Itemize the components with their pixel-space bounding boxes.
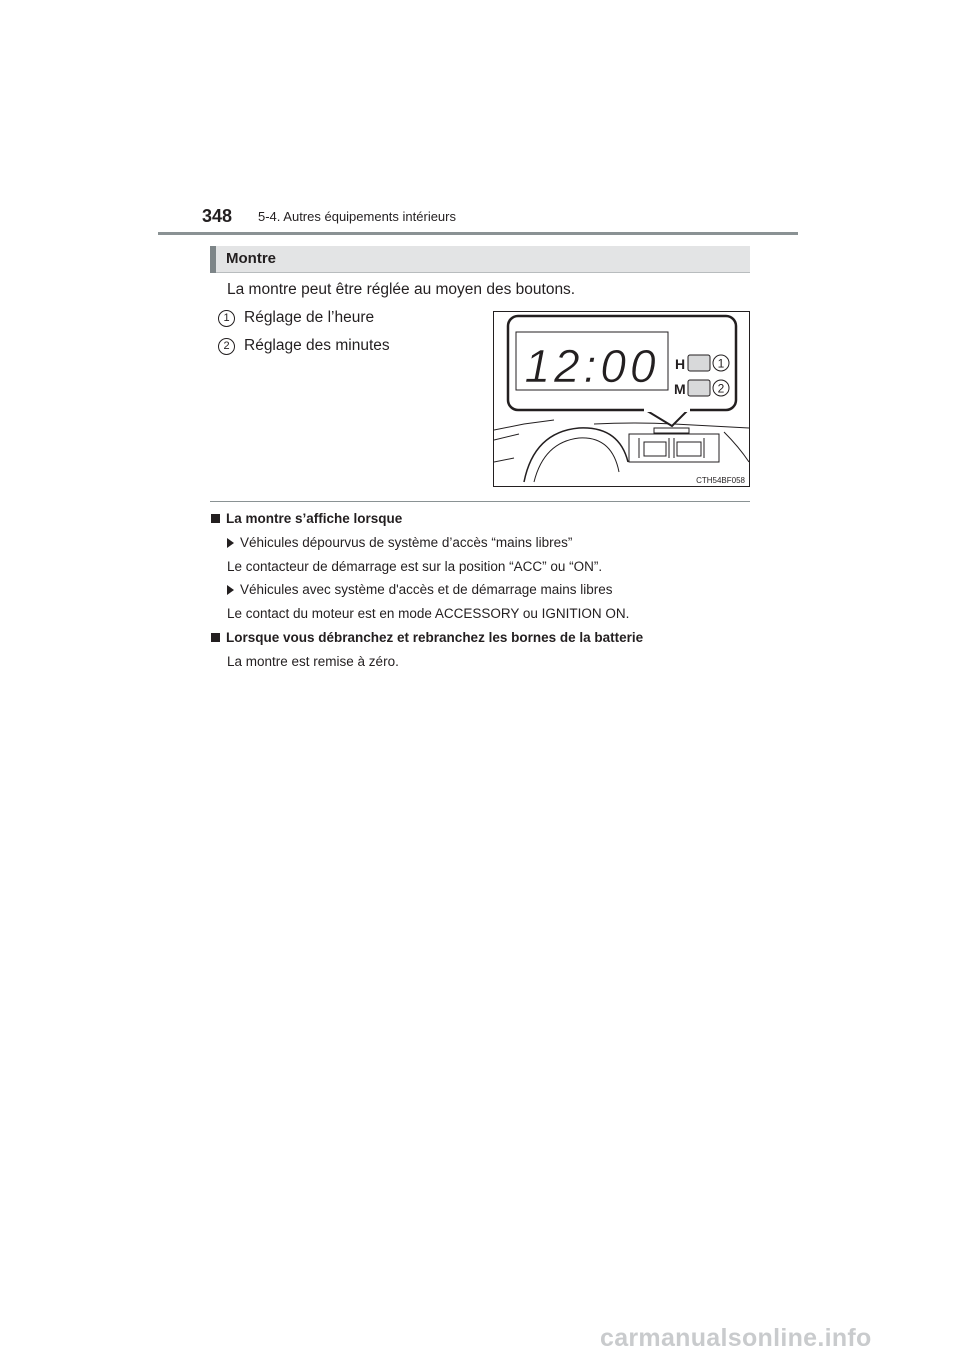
step-1-number: 1 xyxy=(218,310,235,327)
note-2-heading-text: Lorsque vous débranchez et rebranchez les bornes de la batterie xyxy=(226,630,644,645)
note-1-condition-2-text: Véhicules avec système d'accès et de démarrage mains libres xyxy=(240,582,613,597)
watermark: carmanualsonline.info xyxy=(600,1324,872,1352)
step-1 xyxy=(218,309,374,327)
section-accent xyxy=(210,246,216,273)
clock-illustration xyxy=(493,311,750,487)
intro-text: La montre peut être réglée au moyen des boutons. xyxy=(227,281,576,298)
chapter-title: 5-4. Autres équipements intérieurs xyxy=(258,209,456,224)
hour-button-label: H xyxy=(675,356,686,372)
minute-button[interactable] xyxy=(688,380,710,396)
page-number: 348 xyxy=(202,206,233,226)
minute-button-label: M xyxy=(674,381,686,397)
note-1-text-1: Le contacteur de démarrage est sur la position “ACC” ou “ON”. xyxy=(227,559,603,574)
section-title: Montre xyxy=(226,250,276,267)
hour-button[interactable] xyxy=(688,355,710,371)
clock-time: 12:00 xyxy=(524,340,660,392)
header-divider xyxy=(158,232,798,235)
notes-divider xyxy=(210,501,750,502)
triangle-bullet-icon xyxy=(227,538,234,548)
dashboard-drawing xyxy=(494,420,749,482)
callout-1-number: 1 xyxy=(717,356,725,371)
note-1-condition-1-text: Véhicules dépourvus de système d’accès “mains libres” xyxy=(240,535,573,550)
square-bullet-icon xyxy=(211,633,220,642)
triangle-bullet-icon xyxy=(227,585,234,595)
note-1-text-2: Le contact du moteur est en mode ACCESSORY ou IGNITION ON. xyxy=(227,606,630,621)
note-2-text: La montre est remise à zéro. xyxy=(227,654,399,669)
step-2-label: Réglage des minutes xyxy=(244,337,390,354)
note-1-heading xyxy=(211,511,402,526)
step-2 xyxy=(218,337,390,355)
step-2-number: 2 xyxy=(218,338,235,355)
note-1-heading-text: La montre s’affiche lorsque xyxy=(226,511,403,526)
note-1-condition-2 xyxy=(227,582,613,597)
callout-2-number: 2 xyxy=(717,381,725,396)
square-bullet-icon xyxy=(211,514,220,523)
section-header xyxy=(210,246,750,273)
figure-code: CTH54BF058 xyxy=(696,476,745,485)
step-1-label: Réglage de l’heure xyxy=(244,309,375,326)
note-1-condition-1 xyxy=(227,535,572,550)
note-2-heading xyxy=(211,630,643,645)
